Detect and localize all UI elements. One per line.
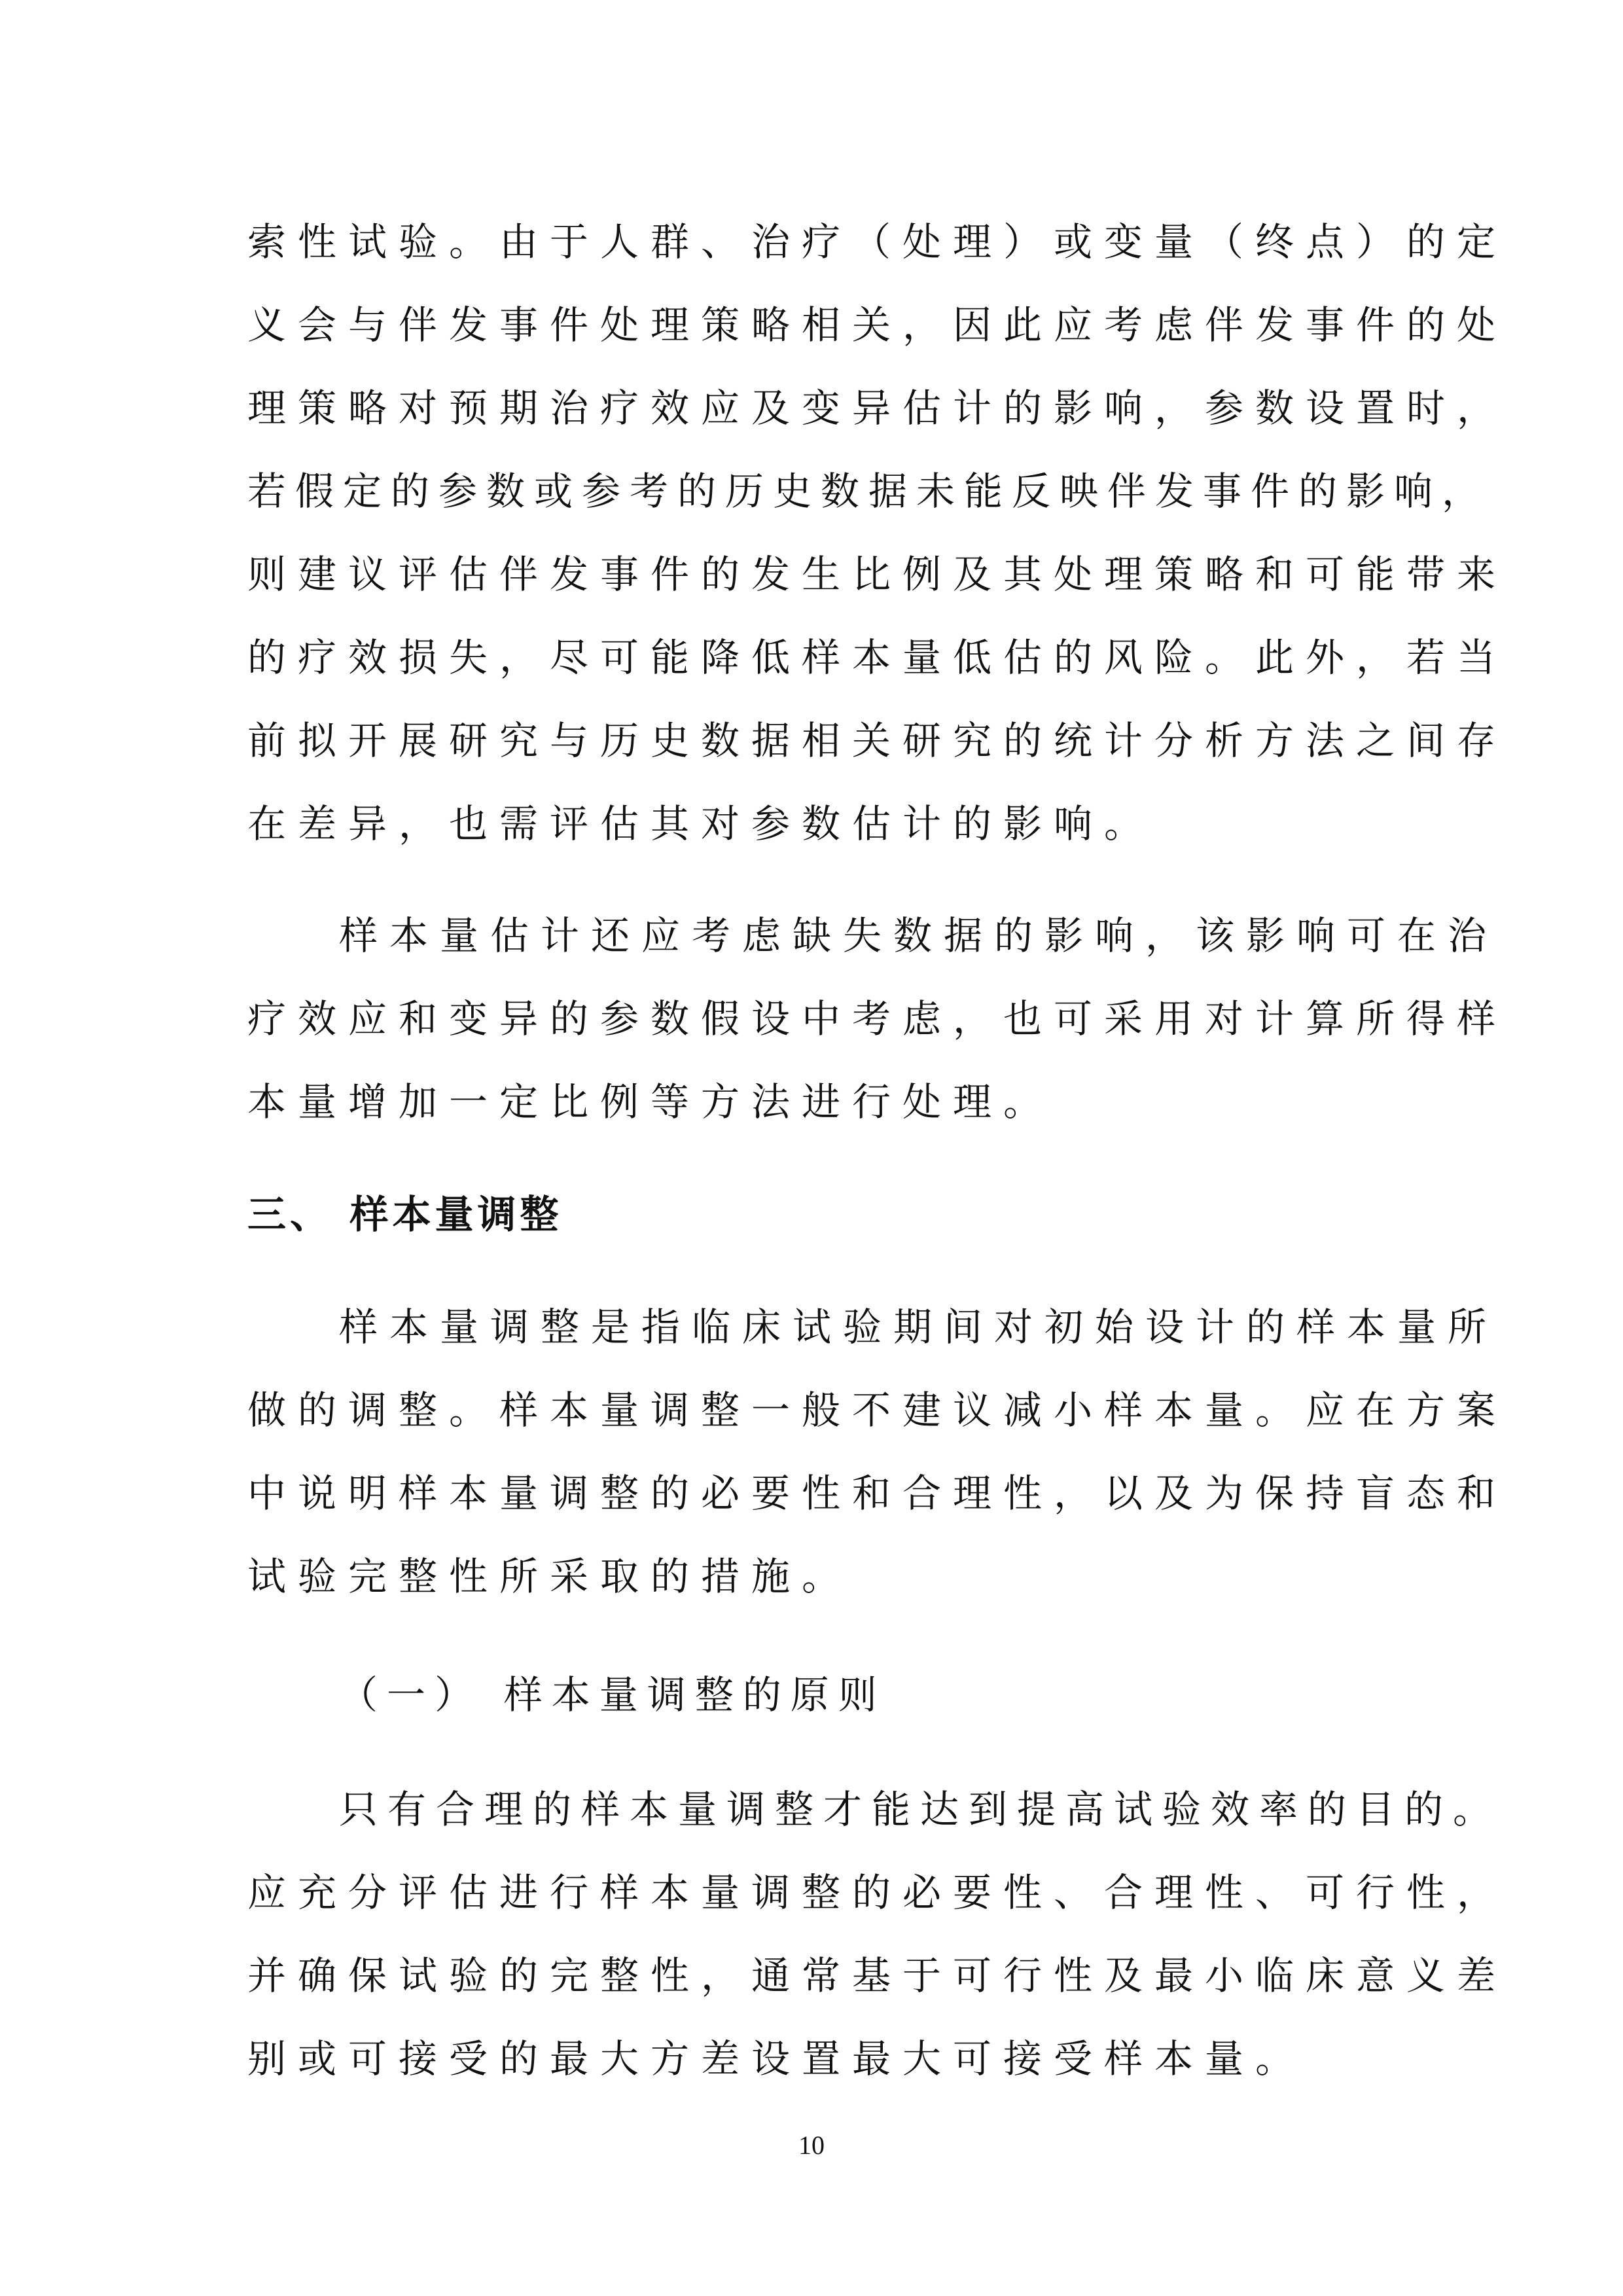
subsection-heading: （一） 样本量调整的原则 [339, 1672, 886, 1717]
paragraph-2-line-3: 本量增加一定比例等方法进行处理。 [247, 1079, 1054, 1124]
paragraph-3-line-4: 试验完整性所采取的措施。 [247, 1554, 853, 1599]
page-number: 10 [798, 2130, 825, 2160]
paragraph-2-line-1: 样本量估计还应考虑缺失数据的影响，该影响可在治 [339, 913, 1499, 958]
paragraph-3-line-2: 做的调整。样本量调整一般不建议减小样本量。应在方案 [247, 1388, 1508, 1433]
paragraph-1-line-7: 前拟开展研究与历史数据相关研究的统计分析方法之间存 [247, 718, 1508, 763]
paragraph-1-line-2: 义会与伴发事件处理策略相关，因此应考虑伴发事件的处 [247, 302, 1508, 348]
paragraph-1-line-4: 若假定的参数或参考的历史数据未能反映伴发事件的影响， [247, 469, 1490, 514]
paragraph-4-line-3: 并确保试验的完整性，通常基于可行性及最小临床意义差 [247, 1953, 1508, 1998]
paragraph-1-line-3: 理策略对预期治疗效应及变异估计的影响，参数设置时， [247, 386, 1508, 431]
paragraph-1-line-8: 在差异，也需评估其对参数估计的影响。 [247, 801, 1155, 846]
paragraph-3-line-3: 中说明样本量调整的必要性和合理性，以及为保持盲态和 [247, 1471, 1508, 1516]
paragraph-4-line-2: 应充分评估进行样本量调整的必要性、合理性、可行性， [247, 1870, 1508, 1915]
paragraph-1-line-1: 索性试验。由于人群、治疗（处理）或变量（终点）的定 [247, 219, 1508, 264]
paragraph-4-line-4: 别或可接受的最大方差设置最大可接受样本量。 [247, 2036, 1306, 2081]
paragraph-4-line-1: 只有合理的样本量调整才能达到提高试验效率的目的。 [339, 1787, 1502, 1832]
paragraph-1-line-5: 则建议评估伴发事件的发生比例及其处理策略和可能带来 [247, 552, 1508, 597]
paragraph-3-line-1: 样本量调整是指临床试验期间对初始设计的样本量所 [339, 1304, 1499, 1350]
section-heading: 三、 样本量调整 [247, 1192, 563, 1237]
paragraph-1-line-6: 的疗效损失，尽可能降低样本量低估的风险。此外，若当 [247, 635, 1508, 680]
paragraph-2-line-2: 疗效应和变异的参数假设中考虑，也可采用对计算所得样 [247, 996, 1508, 1041]
